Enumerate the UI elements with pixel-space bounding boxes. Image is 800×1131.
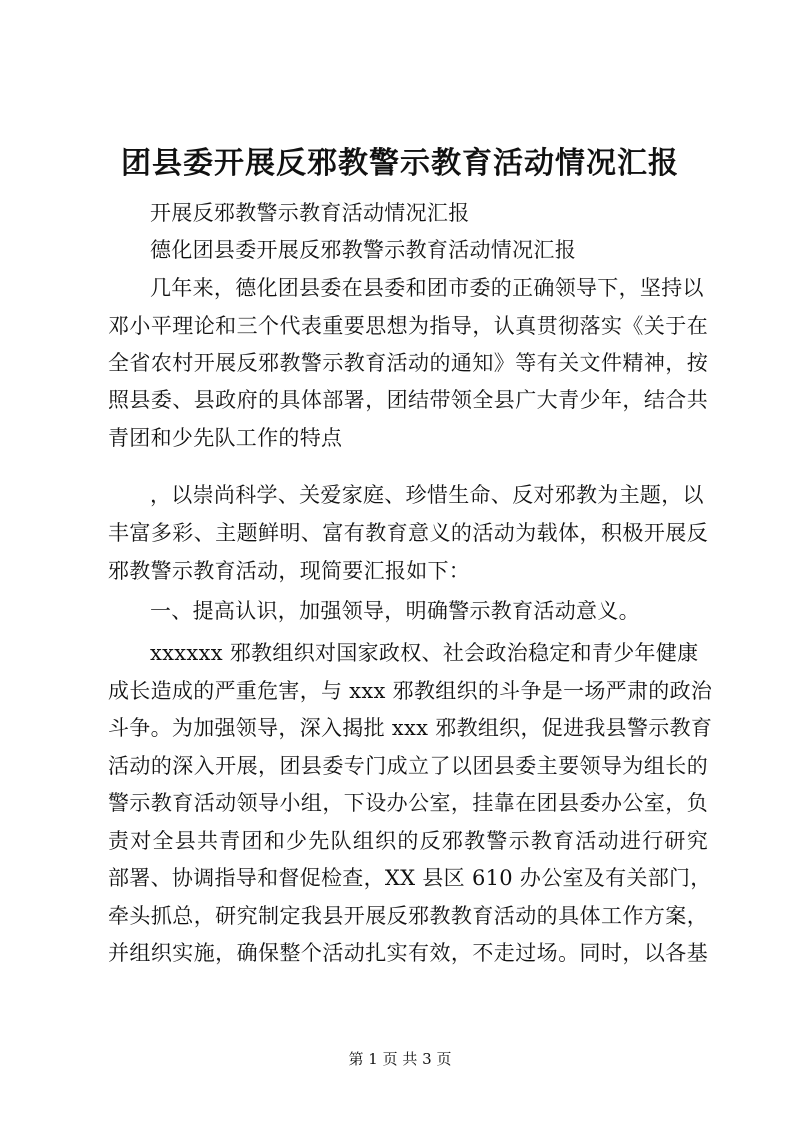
paragraph-line: 几年来，德化团县委在县委和团市委的正确领导下，坚持以 <box>150 276 704 300</box>
subtitle-line: 德化团县委开展反邪教警示教育活动情况汇报 <box>150 238 576 262</box>
paragraph-line: 邓小平理论和三个代表重要思想为指导，认真贯彻落实《关于在 <box>108 314 708 338</box>
paragraph-line: 责对全县共青团和少先队组织的反邪教警示教育活动进行研究 <box>108 829 708 853</box>
paragraph-line: 全省农村开展反邪教警示教育活动的通知》等有关文件精神，按 <box>108 351 708 375</box>
paragraph-line: 邪教警示教育活动，现简要汇报如下： <box>108 559 471 583</box>
paragraph-line: 牵头抓总，研究制定我县开展反邪教教育活动的具体工作方案， <box>108 904 708 928</box>
subtitle-line: 开展反邪教警示教育活动情况汇报 <box>150 201 470 225</box>
section-heading: 一、提高认识，加强领导，明确警示教育活动意义。 <box>150 599 640 623</box>
paragraph-line: 并组织实施，确保整个活动扎实有效，不走过场。同时，以各基 <box>108 941 708 965</box>
paragraph-line: 丰富多彩、主题鲜明、富有教育意义的活动为载体，积极开展反 <box>108 521 708 545</box>
page-number-footer: 第 1 页 共 3 页 <box>348 1050 452 1068</box>
paragraph-line: ，以崇尚科学、关爱家庭、珍惜生命、反对邪教为主题，以 <box>150 483 704 507</box>
paragraph-line: 成长造成的严重危害，与 xxx 邪教组织的斗争是一场严肃的政治 <box>108 679 713 703</box>
paragraph-line: xxxxxx 邪教组织对国家政权、社会政治稳定和青少年健康 <box>150 641 699 665</box>
document-title: 团县委开展反邪教警示教育活动情况汇报 <box>121 146 679 181</box>
paragraph-line: 青团和少先队工作的特点 <box>108 426 343 450</box>
paragraph-line: 斗争。为加强领导，深入揭批 xxx 邪教组织，促进我县警示教育 <box>108 716 713 740</box>
paragraph-line: 照县委、县政府的具体部署，团结带领全县广大青少年，结合共 <box>108 388 708 412</box>
paragraph-line: 警示教育活动领导小组，下设办公室，挂靠在团县委办公室，负 <box>108 791 708 815</box>
paragraph-line: 部署、协调指导和督促检查，XX 县区 610 办公室及有关部门， <box>108 866 712 890</box>
paragraph-line: 活动的深入开展，团县委专门成立了以团县委主要领导为组长的 <box>108 754 708 778</box>
